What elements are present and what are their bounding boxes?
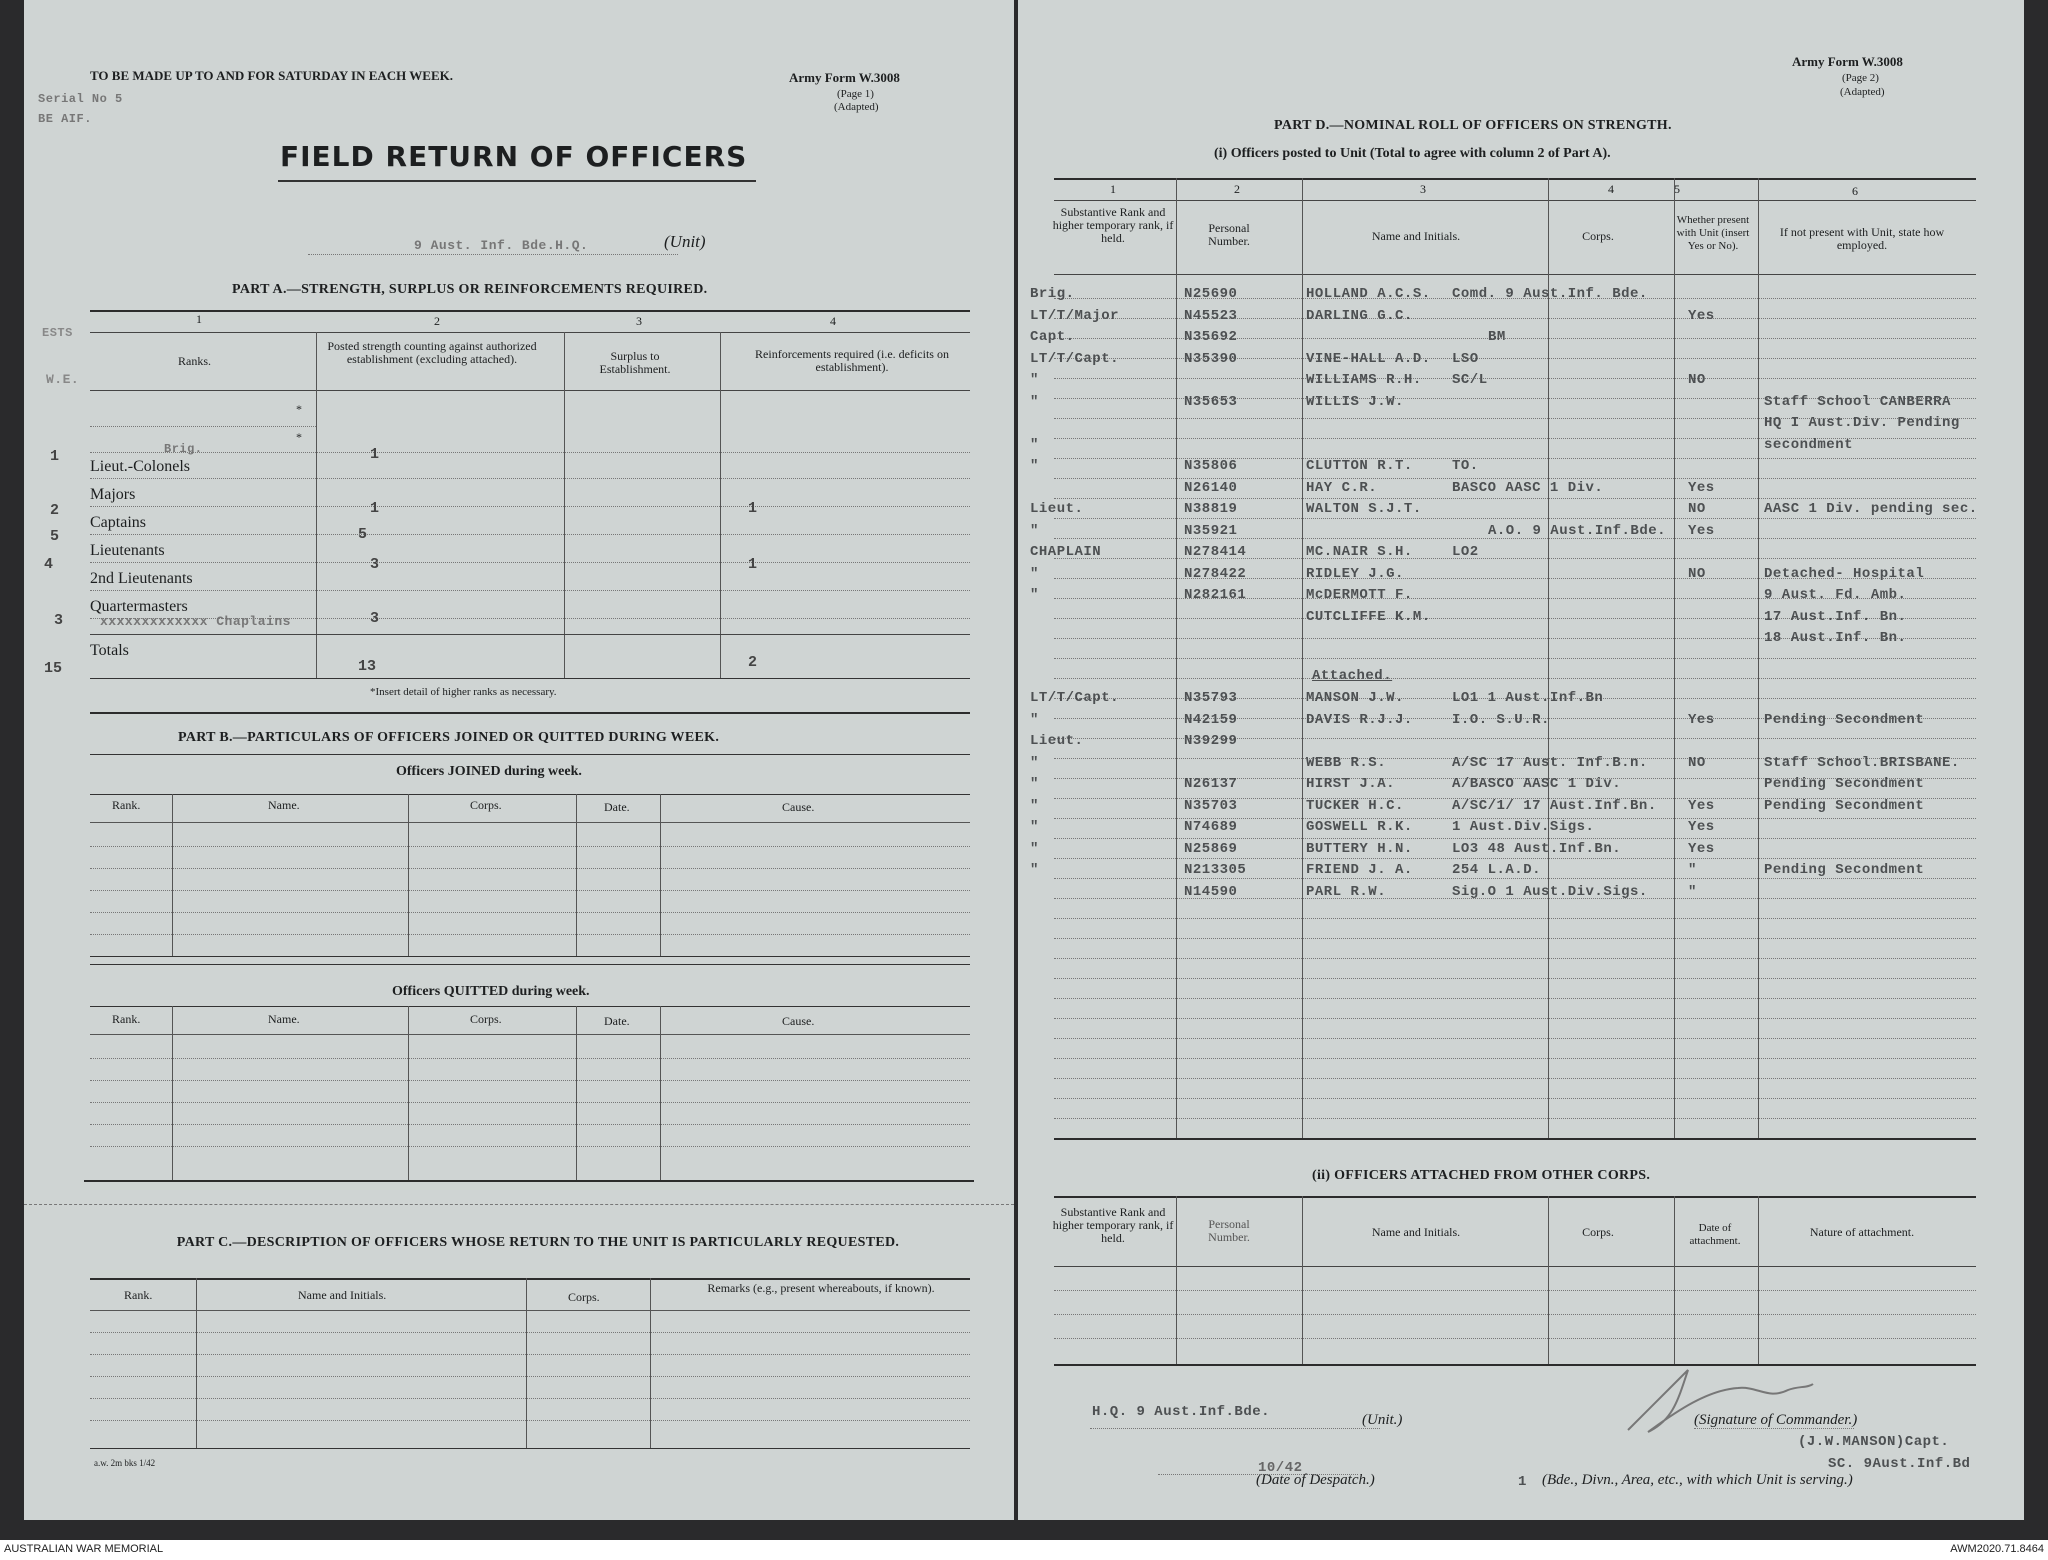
roll-number: N14590	[1184, 883, 1238, 900]
col-ranks: Ranks.	[178, 354, 211, 368]
roll-row-line	[1054, 938, 1976, 939]
roll-rank: "	[1030, 754, 1039, 771]
roll-name: CLUTTON R.T.	[1306, 458, 1413, 474]
top-note: TO BE MADE UP TO AND FOR SATURDAY IN EACH WEEK.	[90, 68, 453, 83]
margin-we: W.E.	[46, 372, 80, 387]
roll-number: N42159	[1184, 711, 1238, 728]
rank-chaplains: xxxxxxxxxxxxx Chaplains	[100, 614, 291, 629]
roll-row-line	[1054, 1098, 1976, 1099]
roll-rank: "	[1030, 587, 1039, 603]
aif-note: BE AIF.	[38, 112, 92, 126]
roll-rank: "	[1030, 862, 1039, 878]
footer-unit-value: H.Q. 9 Aust.Inf.Bde.	[1092, 1404, 1271, 1420]
roll-corps: LO3 48 Aust.Inf.Bn.	[1452, 840, 1622, 857]
form-title: FIELD RETURN OF OFFICERS	[280, 140, 748, 173]
col-rank: Substantive Rank and higher temporary rank, if held.	[1052, 205, 1174, 245]
roll-name: PARL R.W.	[1306, 883, 1387, 900]
roll-name: MC.NAIR S.H.	[1306, 544, 1413, 560]
roll-present: Yes	[1688, 479, 1715, 496]
roll-corps: A/SC/1/ 17 Aust.Inf.Bn.	[1452, 797, 1657, 814]
roll-row-line	[1054, 658, 1976, 659]
est-totals: 15	[44, 660, 63, 677]
roll-name: RIDLEY J.G.	[1306, 565, 1404, 582]
roll-present: NO	[1688, 754, 1706, 771]
part-c-title: PART C.—DESCRIPTION OF OFFICERS WHOSE RETURN TO THE UNIT IS PARTICULARLY REQUESTED.	[176, 1235, 900, 1250]
signature-label: (Signature of Commander.)	[1694, 1412, 1858, 1428]
roll-name: VINE-HALL A.D.	[1306, 350, 1431, 367]
roll-name: TUCKER H.C.	[1306, 797, 1404, 814]
est-2nd-lieutenants: 4	[44, 556, 54, 573]
archive-credit: AUSTRALIAN WAR MEMORIAL	[4, 1543, 164, 1555]
roll-name: HAY C.R.	[1306, 479, 1378, 496]
roll-row-line	[1054, 918, 1976, 919]
area-value: 1	[1518, 1474, 1527, 1490]
roll-number: N35390	[1184, 350, 1238, 367]
posted-chaplains: 3	[370, 610, 380, 627]
roll-number: N39299	[1184, 733, 1238, 749]
roll-name: DARLING G.C.	[1306, 307, 1413, 324]
roll-corps: BASCO AASC 1 Div.	[1452, 479, 1604, 496]
reinf-2nd-lieutenants: 1	[748, 556, 758, 573]
sub-i-title: (i) Officers posted to Unit (Total to agree with column 2 of Part A).	[1214, 146, 1611, 161]
roll-number: N213305	[1184, 862, 1247, 878]
roll-corps: A.O. 9 Aust.Inf.Bde.	[1488, 522, 1667, 539]
col-name: Name and Initials.	[1371, 229, 1461, 243]
roll-number: N278422	[1184, 565, 1247, 582]
roll-present: Yes	[1688, 522, 1715, 539]
roll-row-line	[1054, 1038, 1976, 1039]
roll-number: N25690	[1184, 286, 1238, 302]
roll-rank: "	[1030, 565, 1039, 582]
roll-number: N35793	[1184, 690, 1238, 706]
est-lieutenants: 5	[50, 528, 60, 545]
roll-row-line	[1054, 998, 1976, 999]
roll-number: N26140	[1184, 479, 1238, 496]
roll-employed: HQ I Aust.Div. Pending	[1764, 415, 1960, 431]
roll-corps: BM	[1488, 329, 1506, 345]
col-posted: Posted strength counting against authorized establishment (excluding attached).	[327, 339, 537, 366]
roll-row-line	[1054, 498, 1976, 499]
roll-rank: "	[1030, 776, 1039, 792]
roll-corps: A/SC 17 Aust. Inf.B.n.	[1452, 754, 1648, 771]
roll-corps: Comd. 9 Aust.Inf. Bde.	[1452, 286, 1648, 302]
reinf-totals: 2	[748, 654, 758, 671]
roll-present: "	[1688, 862, 1697, 878]
roll-name: MANSON J.W.	[1306, 690, 1404, 706]
roll-employed: 17 Aust.Inf. Bn.	[1764, 608, 1907, 625]
commander-name: (J.W.MANSON)Capt.	[1798, 1434, 1950, 1450]
rank-lieutenants: Lieutenants	[90, 542, 165, 559]
roll-employed: Staff School.BRISBANE.	[1764, 754, 1960, 771]
roll-present: Yes	[1688, 307, 1715, 324]
roll-row-line	[1054, 878, 1976, 879]
roll-number: N35703	[1184, 797, 1238, 814]
page-number: (Page 1)	[837, 88, 874, 100]
roll-present: Yes	[1688, 797, 1715, 814]
rank-totals: Totals	[90, 642, 129, 659]
posted-totals: 13	[358, 658, 377, 675]
page-number-2: (Page 2)	[1842, 72, 1879, 84]
title-underline	[278, 180, 756, 182]
rank-majors: Majors	[90, 486, 136, 503]
roll-corps: LSO	[1452, 350, 1479, 367]
roll-row-line	[1054, 838, 1976, 839]
form-number-2: Army Form W.3008	[1792, 54, 1903, 69]
roll-name: WILLIS J.W.	[1306, 393, 1404, 410]
roll-corps: LO1 1 Aust.Inf.Bn	[1452, 690, 1604, 706]
roll-row-line	[1054, 678, 1976, 679]
roll-row-line	[1054, 1118, 1976, 1119]
roll-rank: "	[1030, 458, 1039, 474]
rank-lieut-colonels: Lieut.-Colonels	[90, 458, 190, 475]
roll-corps: TO.	[1452, 458, 1479, 474]
roll-rank: "	[1030, 436, 1039, 453]
roll-corps: Sig.O 1 Aust.Div.Sigs.	[1452, 883, 1648, 900]
reinf-captains: 1	[748, 500, 758, 517]
roll-row-line	[1054, 978, 1976, 979]
brig-note: Brig.	[164, 442, 203, 456]
attached-label: Attached.	[1312, 668, 1393, 684]
roll-corps: LO2	[1452, 544, 1479, 560]
roll-number: N45523	[1184, 307, 1238, 324]
roll-employed: Pending Secondment	[1764, 862, 1925, 878]
roll-row-line	[1054, 378, 1976, 379]
right-page: Army Form W.3008 (Page 2) (Adapted) PART D.—NOMINAL ROLL OF OFFICERS ON STRENGTH. (i) Officers posted to Unit (Total to agree with column 2 of Part A). 1 2 3 4 5 6 Substantive Rank and higher temporary rank, if held. Personal Number. Name and Initials. Corps. Whether present with Unit (insert Yes or No). If not present with Unit, state how employed. Brig. N25690 HOLLAND A.C.S. Comd. 9 Aust.Inf. Bde. LT/T/Major N45523 DARLING G.C. Yes Capt. N35692 BM LT/T/Capt. N35390 VINE-HALL A.D. LSO " WILLIAMS R.H. SC/L NO " N35653 WILLIS J.W. Staff School CANBERRA HQ I Aust.Div. Pending " secondment " N35806 CLUTTON R.T. TO. N26140 HAY C.R. BASCO AASC 1 Div. Yes Lieut. N38819 WALTON S.J.T. NO AASC 1 Div. pending sec. " N35921 A.O. 9 Aust.Inf.Bde. Yes CHAPLAIN N278414 MC.NAIR S.H. LO2 " N278422 RIDLEY J.G. NO Detached- Hospital " N282161 McDERMOTT F. 9 Aust. Fd. Amb. CUTCLIFFE K.M. 17 Aust.Inf. Bn. 18 Aust.Inf. Bn. Attached. LT/T/Capt. N35793 MANSON J.W. LO1 1 Aust.Inf.Bn " N42159 DAVIS R.J.J. I.O. S.U.R. Yes Pending Secondment Lieut. N39299 " WEBB R.S. A/SC 17 Aust. Inf.B.n. NO Staff School.BRISBANE. " N26137 HIRST J.A. A/BASCO AASC 1 Div. Pending Secondment " N35703 TUCKER H.C. A/SC/1/ 17 Aust.Inf.Bn. Yes Pending Secondment " N74689 GOSWELL R.K. 1 Aust.Div.Sigs. Yes " N25869 BUTTERY H.N. LO3 48 Aust.Inf.Bn. Yes " N213305 FRIEND J. A. 254 L.A.D. " Pending Secondment N14590 PARL R.W. Sig.O 1 Aust.Div.Sigs. " (ii) OFFICERS ATTACHED FROM OTHER CORPS. Substantive Rank and higher temporary rank, if held. Personal Number. Name and Initials. Corps. Date of attachment. Nature of attachment. H.Q. 9 Aust.Inf.Bde. (Unit.) (Signature of Commander.) (J.W.MANSON)Capt. SC. 9Aust.Inf.Bd 10/42 (Date of Despatch.) 1 (Bde., Divn., Area, etc., with which Unit is serving.)	[1018, 0, 2024, 1520]
roll-number: N74689	[1184, 819, 1238, 835]
rank-quartermasters: Quartermasters	[90, 598, 188, 615]
despatch-value: 10/42	[1258, 1460, 1303, 1476]
commander-role: SC. 9Aust.Inf.Bd	[1828, 1456, 1971, 1472]
roll-rank: "	[1030, 393, 1039, 410]
roll-present: NO	[1688, 501, 1706, 517]
roll-name: HOLLAND A.C.S.	[1306, 286, 1431, 302]
roll-row-line	[1054, 858, 1976, 859]
roll-rank: LT/T/Capt.	[1030, 350, 1120, 367]
unit-dotted-line	[308, 254, 678, 255]
roll-number: N25869	[1184, 840, 1238, 857]
roll-employed: Pending Secondment	[1764, 797, 1925, 814]
roll-rank: Lieut.	[1030, 733, 1084, 749]
roll-employed: 18 Aust.Inf. Bn.	[1764, 630, 1907, 646]
unit-value: 9 Aust. Inf. Bde.H.Q.	[414, 238, 589, 253]
rank-captains: Captains	[90, 514, 146, 531]
left-page: TO BE MADE UP TO AND FOR SATURDAY IN EACH WEEK. Army Form W.3008 (Page 1) (Adapted) Serial No 5 BE AIF. FIELD RETURN OF OFFICERS 9 Aust. Inf. Bde.H.Q. (Unit) PART A.—STRENGTH, SURPLUS OR REINFORCEMENTS REQUIRED. 1 2 3 4 Ranks. Posted strength counting against authorized establishment (excluding attached). Surplus to Establishment. Reinforcements required (i.e. deficits on establishment). ESTS W.E. * * Brig. Lieut.-Colonels Majors Captains Lieutenants 2nd Lieutenants Quartermasters xxxxxxxxxxxxx Chaplains Totals 1 2 5 4 3 15 1 1 5 3 3 13 1 1 2 *Insert detail of higher ranks as necessary. PART B.—PARTICULARS OF OFFICERS JOINED OR QUITTED DURING WEEK. Officers JOINED during week. Rank. Name. Corps. Date. Cause. Officers QUITTED during week. Rank. Name. Corps. Date. Cause. PART C.—DESCRIPTION OF OFFICERS WHOSE RETURN TO THE UNIT IS PARTICULARLY REQUESTED. Rank. Name and Initials. Corps. Remarks (e.g., present whereabouts, if known). a.w. 2m bks 1/42	[24, 0, 1014, 1520]
roll-employed: Staff School CANBERRA	[1764, 393, 1951, 410]
form-number: Army Form W.3008	[789, 70, 900, 85]
archive-id: AWM2020.71.8464	[1950, 1543, 2044, 1555]
roll-row-line	[1054, 1018, 1976, 1019]
col-present: Whether present with Unit (insert Yes or No).	[1676, 214, 1750, 252]
part-d-title: PART D.—NOMINAL ROLL OF OFFICERS ON STRENGTH.	[1274, 118, 1672, 133]
posted-2nd-lieutenants: 3	[370, 556, 380, 573]
roll-row-line	[1054, 1058, 1976, 1059]
part-b-title: PART B.—PARTICULARS OF OFFICERS JOINED OR QUITTED DURING WEEK.	[178, 730, 720, 745]
part-a-footnote: *Insert detail of higher ranks as necessary.	[370, 686, 557, 698]
roll-employed: Detached- Hospital	[1764, 565, 1925, 582]
adapted-note: (Adapted)	[834, 101, 879, 113]
roll-number: N35653	[1184, 393, 1238, 410]
roll-row-line	[1054, 1078, 1976, 1079]
col-corps: Corps.	[1582, 229, 1614, 243]
roll-corps: 254 L.A.D.	[1452, 862, 1542, 878]
roll-present: NO	[1688, 372, 1706, 388]
roll-corps: A/BASCO AASC 1 Div.	[1452, 776, 1622, 792]
roll-name: HIRST J.A.	[1306, 776, 1396, 792]
posted-lt-col: 1	[370, 446, 380, 463]
roll-rank: "	[1030, 711, 1039, 728]
roll-rank: Lieut.	[1030, 501, 1084, 517]
roll-rank: CHAPLAIN	[1030, 544, 1102, 560]
unit-label: (Unit)	[664, 232, 706, 251]
margin-ests: ESTS	[42, 326, 73, 340]
roll-rank: "	[1030, 819, 1039, 835]
part-a-title: PART A.—STRENGTH, SURPLUS OR REINFORCEMENTS REQUIRED.	[232, 282, 708, 297]
roll-number: N26137	[1184, 776, 1238, 792]
col-surplus: Surplus to Establishment.	[599, 349, 671, 376]
roll-row-line	[1054, 518, 1976, 519]
roll-name: DAVIS R.J.J.	[1306, 711, 1413, 728]
roll-employed: Pending Secondment	[1764, 776, 1925, 792]
despatch-label: (Date of Despatch.)	[1256, 1472, 1375, 1488]
roll-name: McDERMOTT F.	[1306, 587, 1413, 603]
roll-employed: 9 Aust. Fd. Amb.	[1764, 587, 1907, 603]
roll-corps: I.O. S.U.R.	[1452, 711, 1550, 728]
roll-rank: "	[1030, 840, 1039, 857]
roll-present: Yes	[1688, 819, 1715, 835]
roll-rank: Capt.	[1030, 329, 1075, 345]
serial-number: Serial No 5	[38, 92, 123, 106]
roll-name: WILLIAMS R.H.	[1306, 372, 1422, 388]
roll-rank: "	[1030, 797, 1039, 814]
quitted-heading: Officers QUITTED during week.	[392, 984, 590, 999]
est-chaplains: 3	[54, 612, 64, 629]
posted-captains: 1	[370, 500, 380, 517]
roll-employed: secondment	[1764, 436, 1854, 453]
roll-number: N35692	[1184, 329, 1238, 345]
roll-name: CUTCLIFFE K.M.	[1306, 608, 1431, 625]
roll-rank: LT/T/Capt.	[1030, 690, 1120, 706]
footer-unit-label: (Unit.)	[1362, 1412, 1403, 1428]
roll-rank: "	[1030, 372, 1039, 388]
area-label: (Bde., Divn., Area, etc., with which Unit is serving.)	[1542, 1472, 1853, 1488]
col-employed: If not present with Unit, state how employed.	[1779, 225, 1945, 252]
roll-number: N278414	[1184, 544, 1247, 560]
roll-employed: AASC 1 Div. pending sec.	[1764, 501, 1978, 517]
est-captains: 2	[50, 502, 60, 519]
roll-present: NO	[1688, 565, 1706, 582]
roll-number: N38819	[1184, 501, 1238, 517]
roll-name: WEBB R.S.	[1306, 754, 1387, 771]
roll-present: "	[1688, 883, 1697, 900]
roll-name: WALTON S.J.T.	[1306, 501, 1422, 517]
roll-number: N35806	[1184, 458, 1238, 474]
roll-name: FRIEND J. A.	[1306, 862, 1413, 878]
roll-name: BUTTERY H.N.	[1306, 840, 1413, 857]
posted-lieutenants: 5	[358, 526, 368, 543]
roll-number: N282161	[1184, 587, 1247, 603]
archive-footer	[0, 1540, 2048, 1560]
roll-row-line	[1054, 958, 1976, 959]
roll-present: Yes	[1688, 840, 1715, 857]
sub-ii-title: (ii) OFFICERS ATTACHED FROM OTHER CORPS.	[1312, 1168, 1651, 1183]
rank-2nd-lieutenants: 2nd Lieutenants	[90, 570, 193, 587]
col-reinforcements: Reinforcements required (i.e. deficits on establishment).	[755, 347, 949, 374]
perforation	[24, 1204, 1014, 1205]
roll-rank: LT/T/Major	[1030, 307, 1120, 324]
roll-rank: "	[1030, 522, 1039, 539]
adapted-note-2: (Adapted)	[1840, 86, 1885, 98]
roll-rank: Brig.	[1030, 286, 1075, 302]
roll-present: Yes	[1688, 711, 1715, 728]
joined-heading: Officers JOINED during week.	[396, 764, 582, 779]
print-code: a.w. 2m bks 1/42	[94, 1458, 156, 1468]
roll-corps: 1 Aust.Div.Sigs.	[1452, 819, 1595, 835]
est-lt-col: 1	[50, 448, 60, 465]
col-personal-number: Personal Number.	[1208, 221, 1250, 248]
roll-employed: Pending Secondment	[1764, 711, 1925, 728]
roll-number: N35921	[1184, 522, 1238, 539]
roll-corps: SC/L	[1452, 372, 1488, 388]
roll-name: GOSWELL R.K.	[1306, 819, 1413, 835]
